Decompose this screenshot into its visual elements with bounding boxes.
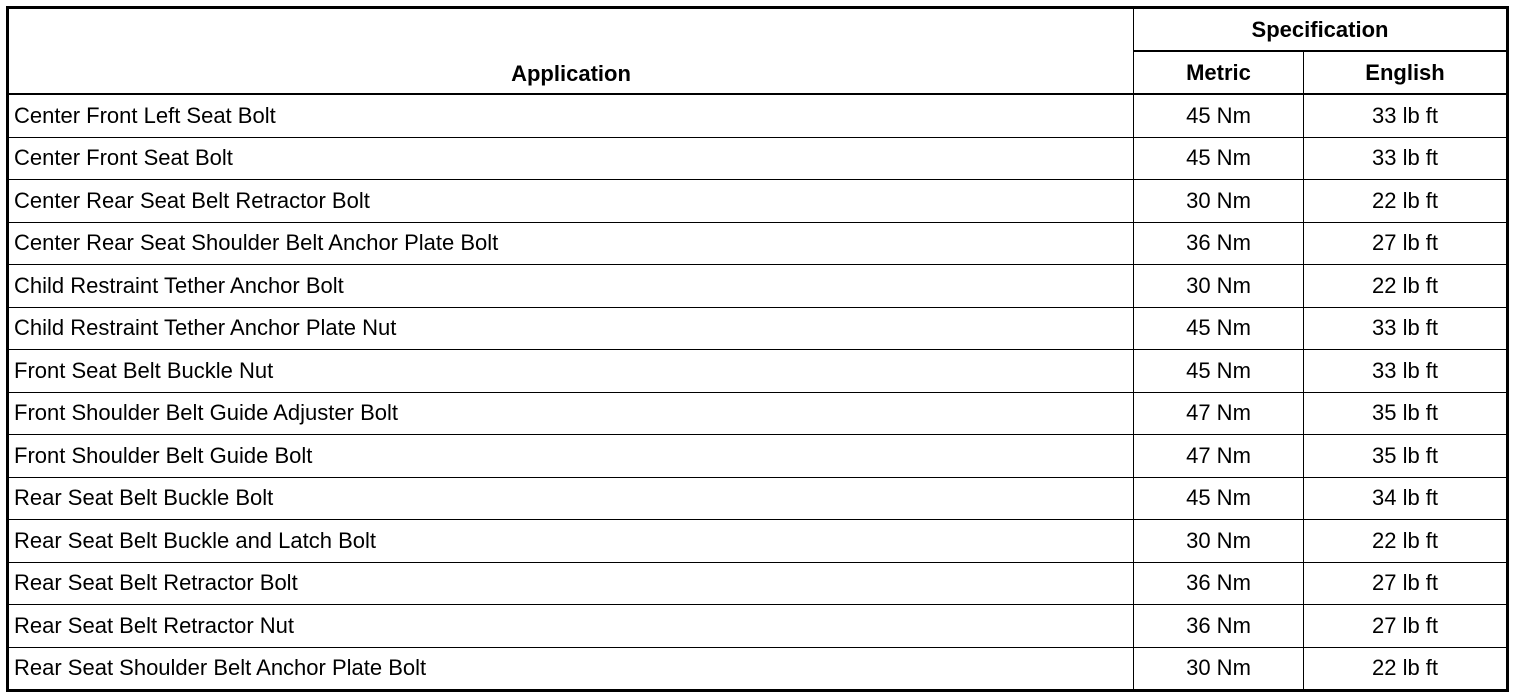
english-cell: 33 lb ft — [1304, 94, 1508, 137]
application-column-header: Application — [8, 8, 1134, 95]
metric-cell: 45 Nm — [1134, 350, 1304, 393]
metric-cell: 36 Nm — [1134, 605, 1304, 648]
table-row — [8, 562, 1508, 605]
metric-cell: 36 Nm — [1134, 562, 1304, 605]
english-cell: 35 lb ft — [1304, 392, 1508, 435]
table-row — [8, 265, 1508, 308]
fastener-torque-table — [6, 6, 1509, 692]
metric-cell: 45 Nm — [1134, 477, 1304, 520]
metric-column-header: Metric — [1134, 51, 1304, 94]
english-cell: 33 lb ft — [1304, 307, 1508, 350]
english-cell: 22 lb ft — [1304, 265, 1508, 308]
application-cell: Center Rear Seat Shoulder Belt Anchor Plate Bolt — [8, 222, 1134, 265]
table-row — [8, 647, 1508, 691]
table-row — [8, 477, 1508, 520]
english-cell: 27 lb ft — [1304, 562, 1508, 605]
metric-cell: 45 Nm — [1134, 94, 1304, 137]
table-row — [8, 392, 1508, 435]
application-cell: Child Restraint Tether Anchor Plate Nut — [8, 307, 1134, 350]
english-cell: 22 lb ft — [1304, 180, 1508, 223]
application-cell: Front Shoulder Belt Guide Bolt — [8, 435, 1134, 478]
english-cell: 34 lb ft — [1304, 477, 1508, 520]
metric-cell: 36 Nm — [1134, 222, 1304, 265]
metric-cell: 45 Nm — [1134, 307, 1304, 350]
application-cell: Rear Seat Shoulder Belt Anchor Plate Bolt — [8, 647, 1134, 691]
english-cell: 27 lb ft — [1304, 605, 1508, 648]
metric-cell: 47 Nm — [1134, 435, 1304, 478]
english-cell: 33 lb ft — [1304, 137, 1508, 180]
table-row — [8, 94, 1508, 137]
application-cell: Child Restraint Tether Anchor Bolt — [8, 265, 1134, 308]
metric-cell: 47 Nm — [1134, 392, 1304, 435]
application-cell: Center Front Seat Bolt — [8, 137, 1134, 180]
application-cell: Rear Seat Belt Retractor Bolt — [8, 562, 1134, 605]
english-cell: 27 lb ft — [1304, 222, 1508, 265]
table-row — [8, 222, 1508, 265]
application-cell: Center Front Left Seat Bolt — [8, 94, 1134, 137]
application-cell: Front Seat Belt Buckle Nut — [8, 350, 1134, 393]
application-cell: Rear Seat Belt Retractor Nut — [8, 605, 1134, 648]
english-cell: 22 lb ft — [1304, 647, 1508, 691]
table-body — [8, 94, 1508, 691]
table-row — [8, 180, 1508, 223]
table-row — [8, 350, 1508, 393]
english-column-header: English — [1304, 51, 1508, 94]
metric-cell: 45 Nm — [1134, 137, 1304, 180]
application-cell: Rear Seat Belt Buckle and Latch Bolt — [8, 520, 1134, 563]
table-row — [8, 307, 1508, 350]
table-row — [8, 605, 1508, 648]
metric-cell: 30 Nm — [1134, 647, 1304, 691]
table-header — [8, 8, 1508, 95]
application-cell: Front Shoulder Belt Guide Adjuster Bolt — [8, 392, 1134, 435]
table-row — [8, 520, 1508, 563]
table-row — [8, 435, 1508, 478]
metric-cell: 30 Nm — [1134, 180, 1304, 223]
metric-cell: 30 Nm — [1134, 520, 1304, 563]
english-cell: 22 lb ft — [1304, 520, 1508, 563]
english-cell: 35 lb ft — [1304, 435, 1508, 478]
application-cell: Center Rear Seat Belt Retractor Bolt — [8, 180, 1134, 223]
table-row — [8, 137, 1508, 180]
specification-group-header: Specification — [1134, 8, 1508, 52]
english-cell: 33 lb ft — [1304, 350, 1508, 393]
application-cell: Rear Seat Belt Buckle Bolt — [8, 477, 1134, 520]
metric-cell: 30 Nm — [1134, 265, 1304, 308]
